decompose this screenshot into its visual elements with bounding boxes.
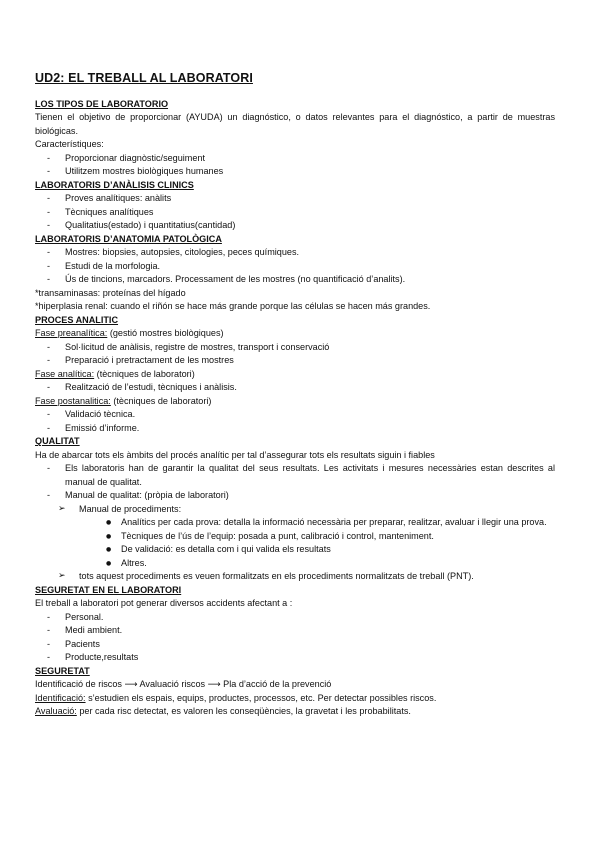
note-transaminasas: *transaminasas: proteínas del hígado: [35, 287, 186, 298]
list-item: - Manual de qualitat: (pròpia de laboratori): [35, 489, 555, 503]
list-item: - Preparació i pretractament de les mostres: [35, 354, 555, 368]
fase-preanalitica-desc: (gestió mostres biològiques): [107, 328, 224, 338]
heading-proces-analitic: PROCES ANALITIC: [35, 314, 119, 325]
list-item: - Proves analítiques: anàlits: [35, 192, 555, 206]
fase-preanalitica-label: Fase preanalítica:: [35, 328, 108, 338]
fase-analitica-desc: (tècniques de laboratori): [94, 368, 195, 379]
heading-tipos-laboratorio: LOS TIPOS DE LABORATORIO: [35, 98, 169, 109]
fase-postanalitica: [35, 395, 555, 409]
list-item: - Validació tècnica.: [35, 408, 555, 422]
heading-analisis-clinics: LABORATORIS D’ANÀLISIS CLINICS: [35, 179, 194, 190]
identificacio-label: Identificació:: [35, 692, 86, 703]
list-item: - Utilitzem mostres biològiques humanes: [35, 165, 555, 179]
fase-analitica: [35, 368, 555, 382]
list-item: - Realització de l’estudi, tècniques i anàlisis.: [35, 381, 555, 395]
heading-seguretat-laboratori: SEGURETAT EN EL LABORATORI: [35, 584, 182, 595]
caracteristiques-label: Característiques:: [35, 139, 104, 149]
list-item: - Pacients: [35, 638, 555, 652]
fase-postanalitica-desc: (tècniques de laboratori): [110, 395, 212, 406]
bullet-item: ● Tècniques de l’ús de l’equip: posada a punt, calibració i control, manteniment.: [35, 530, 555, 544]
note-hiperplasia: *hiperplasia renal: cuando el riñón se hace más grande porque las células se hacen más grandes.: [35, 301, 431, 311]
identificacio-desc: s’estudien els espais, equips, productes, processos, etc. Per detectar possibles riscos.: [85, 692, 437, 703]
list-item: - Estudi de la morfologia.: [35, 260, 555, 274]
identificacio-line: [35, 692, 555, 706]
list-item: - Producte,resultats: [35, 651, 555, 665]
list-item: - Els laboratoris han de garantir la qualitat del seus resultats. Les activitats i mesures necessàries estan descrites al manual de qualitat.: [35, 462, 555, 489]
paragraph-qualitat-intro: Ha de abarcar tots els àmbits del procés analític per tal d’assegurar tots els resultats siguin i fiables: [35, 449, 435, 460]
fase-preanalitica: [35, 327, 555, 341]
bullet-item: ● Analítics per cada prova: detalla la informació necessària per preparar, realitzar, avaluar i llegir una prova.: [35, 516, 555, 530]
list-item: - Mostres: biopsies, autopsies, citologies, peces químiques.: [35, 246, 555, 260]
avaluacio-line: [35, 705, 555, 719]
document-page: [35, 72, 555, 719]
fase-postanalitica-label: Fase postanalitica:: [35, 395, 111, 406]
list-item: - Proporcionar diagnòstic/seguiment: [35, 152, 555, 166]
heading-qualitat: QUALITAT: [35, 436, 80, 446]
list-item: - Emissió d’informe.: [35, 422, 555, 436]
bullet-item: ● De validació: es detalla com i qui valida els resultats: [35, 543, 555, 557]
list-item: - Qualitatius(estado) i quantitatius(cantidad): [35, 219, 555, 233]
paragraph-tipos-intro: Tienen el objetivo de proporcionar (AYUDA) un diagnóstico, o datos relevantes para el diagnóstico, a partir de muestras biológicas.: [35, 112, 555, 136]
heading-anatomia-patologica: LABORATORIS D’ANATOMIA PATOLÒGICA: [35, 233, 222, 244]
bullet-item: ● Altres.: [35, 557, 555, 571]
seguretat-flow: Identificació de riscos ⟶ Avaluació riscos ⟶ Pla d’acció de la prevenció: [35, 679, 332, 689]
list-item: - Medi ambient.: [35, 624, 555, 638]
fase-analitica-label: Fase analítica:: [35, 368, 95, 379]
avaluacio-label: Avaluació:: [35, 706, 77, 716]
document-title: UD2: EL TREBALL AL LABORATORI: [35, 71, 253, 85]
arrow-item: ➢ tots aquest procediments es veuen formalitzats en els procediments normalitzats de treball (PNT).: [35, 570, 555, 584]
paragraph-seguretat-intro: El treball a laboratori pot generar diversos accidents afectant a :: [35, 598, 293, 608]
avaluacio-desc: per cada risc detectat, es valoren les conseqüències, la gravetat i les probabilitats.: [76, 706, 411, 716]
list-item: - Tècniques analítiques: [35, 206, 555, 220]
list-item: - Ús de tincions, marcadors. Processament de les mostres (no quantificació d’analits).: [35, 273, 555, 287]
arrow-item: ➢ Manual de procediments:: [35, 503, 555, 517]
list-item: - Sol·licitud de anàlisis, registre de mostres, transport i conservació: [35, 341, 555, 355]
heading-seguretat: SEGURETAT: [35, 665, 90, 676]
list-item: - Personal.: [35, 611, 555, 625]
